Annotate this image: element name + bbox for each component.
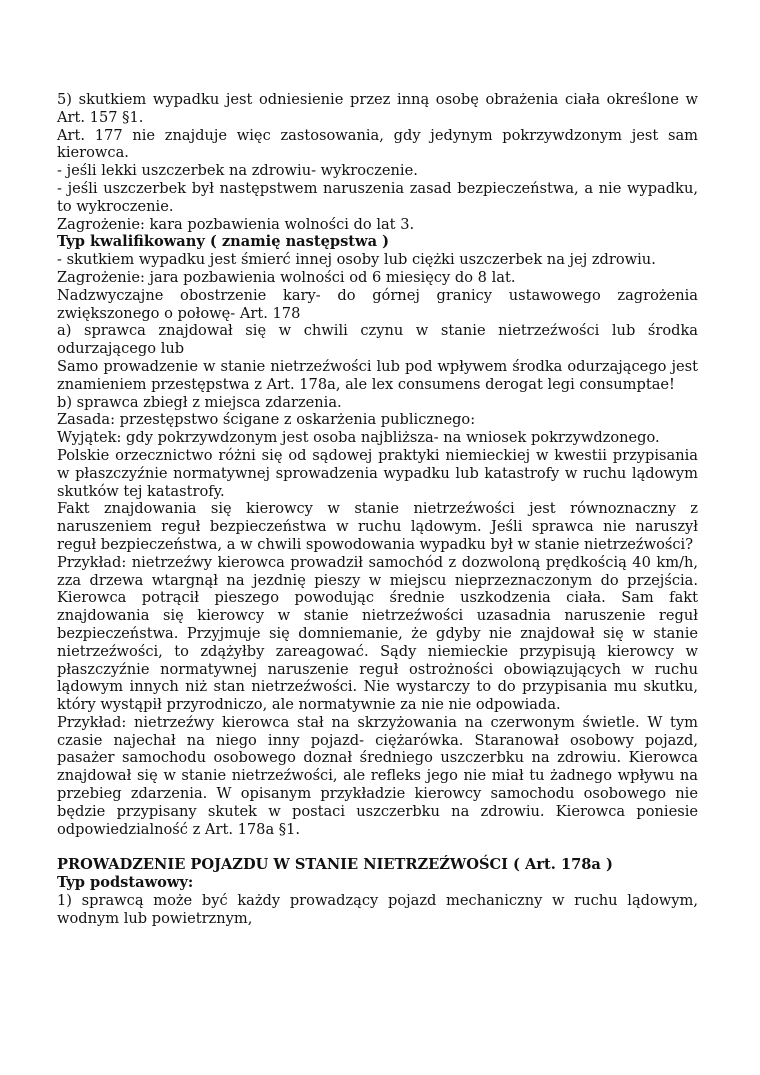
paragraph-art177-scope: Art. 177 nie znajduje więc zastosowania, gdy jedynym pokrzywdzonym jest sam kierowca. [57,126,698,162]
paragraph-death-injury: - skutkiem wypadku jest śmierć innej osoby lub ciężki uszczerbek na jej zdrowiu. [57,251,656,269]
paragraph-minor-injury: - jeśli lekki uszczerbek na zdrowiu- wykroczenie. [57,162,418,180]
paragraph-intoxication-fact: Fakt znajdowania się kierowcy w stanie nietrzeźwości jest równoznaczny z naruszeniem reguł bezpieczeństwa w ruchu lądowym. Jeśli sprawca nie naruszył reguł bezpieczeństwa, a w chwili spowodowania wypadku był w stanie nietrzeźwości? [57,500,698,553]
paragraph-example-pedestrian: Przykład: nietrzeźwy kierowca prowadził samochód z dozwoloną prędkością 40 km/h, zza drzewa wtargnął na jezdnię pieszy w miejscu nieprzeznaczonym do przejścia. Kierowca potrącił pieszego powodując średnie uszkodzenia ciała. Sam fakt znajdowania się kierowcy w stanie nietrzeźwości uzasadnia naruszenie reguł bezpieczeństwa. Przyjmuje się domniemanie, że gdyby nie znajdował się w stanie nietrzeźwości, to zdążyłby zareagować. Sądy niemieckie przypisują kierowcy w płaszczyźnie normatywnej naruszenie reguł ostrożności obowiązujących w ruchu lądowym innych niż stan nietrzeźwości. Nie wystarczy to do przypisania mu skutku, który wystąpił przyrodniczo, ale normatywnie za nie nie odpowiada. [57,553,698,714]
paragraph-perpetrator: 1) sprawcą może być każdy prowadzący pojazd mechaniczny w ruchu lądowym, wodnym lub powietrznym, [57,892,698,927]
document-page [57,91,698,928]
paragraph-intoxication: a) sprawca znajdował się w chwili czynu w stanie nietrzeźwości lub środka odurzającego lub [57,322,698,358]
paragraph-safety-violation: - jeśli uszczerbek był następstwem naruszenia zasad bezpieczeństwa, a nie wypadku, to wykroczenie. [57,179,698,215]
heading-drunk-driving: PROWADZENIE POJAZDU W STANIE NIETRZEŹWOŚCI ( Art. 178a ) [57,856,613,874]
paragraph-injury-effect: 5) skutkiem wypadku jest odniesienie przez inną osobę obrażenia ciała określone w Art. 157 §1. [57,91,698,126]
paragraph-exception: Wyjątek: gdy pokrzywdzonym jest osoba najbliższa- na wniosek pokrzywdzonego. [57,429,660,447]
paragraph-fled-scene: b) sprawca zbiegł z miejsca zdarzenia. [57,393,342,411]
paragraph-prosecution-rule: Zasada: przestępstwo ścigane z oskarżenia publicznego: [57,411,476,429]
paragraph-penalty-qualified: Zagrożenie: jara pozbawienia wolności od 6 miesięcy do 8 lat. [57,268,516,286]
paragraph-example-truck: Przykład: nietrzeźwy kierowca stał na skrzyżowania na czerwonym świetle. W tym czasie najechał na niego inny pojazd- ciężarówka. Staranował osobowy pojazd, pasażer samochodu osobowego doznał średniego uszczerbku na zdrowiu. Kierowca znajdował się w stanie nietrzeźwości, ale refleks jego nie miał tu żadnego wpływu na przebieg zdarzenia. W opisanym przykładzie kierowcy samochodu osobowego nie będzie przypisany skutek w postaci uszczerbku na zdrowiu. Kierowca poniesie odpowiedzialność z Art. 178a §1. [57,713,698,838]
paragraph-extraordinary-aggravation: Nadzwyczajne obostrzenie kary- do górnej granicy ustawowego zagrożenia zwiększonego o połowę- Art. 178 [57,286,698,322]
paragraph-polish-jurisprudence: Polskie orzecznictwo różni się od sądowej praktyki niemieckiej w kwestii przypisania w płaszczyźnie normatywnej sprowadzenia wypadku lub katastrofy w ruchu lądowym skutków tej katastrofy. [57,446,698,500]
heading-qualified-type: Typ kwalifikowany ( znamię następstwa ) [57,233,390,251]
heading-basic-type: Typ podstawowy: [57,874,194,892]
paragraph-penalty-basic: Zagrożenie: kara pozbawienia wolności do lat 3. [57,215,415,233]
paragraph-lex-consumens: Samo prowadzenie w stanie nietrzeźwości lub pod wpływem środka odurzającego jest znamieniem przestępstwa z Art. 178a, ale lex consumens derogat legi consumptae! [57,357,698,393]
